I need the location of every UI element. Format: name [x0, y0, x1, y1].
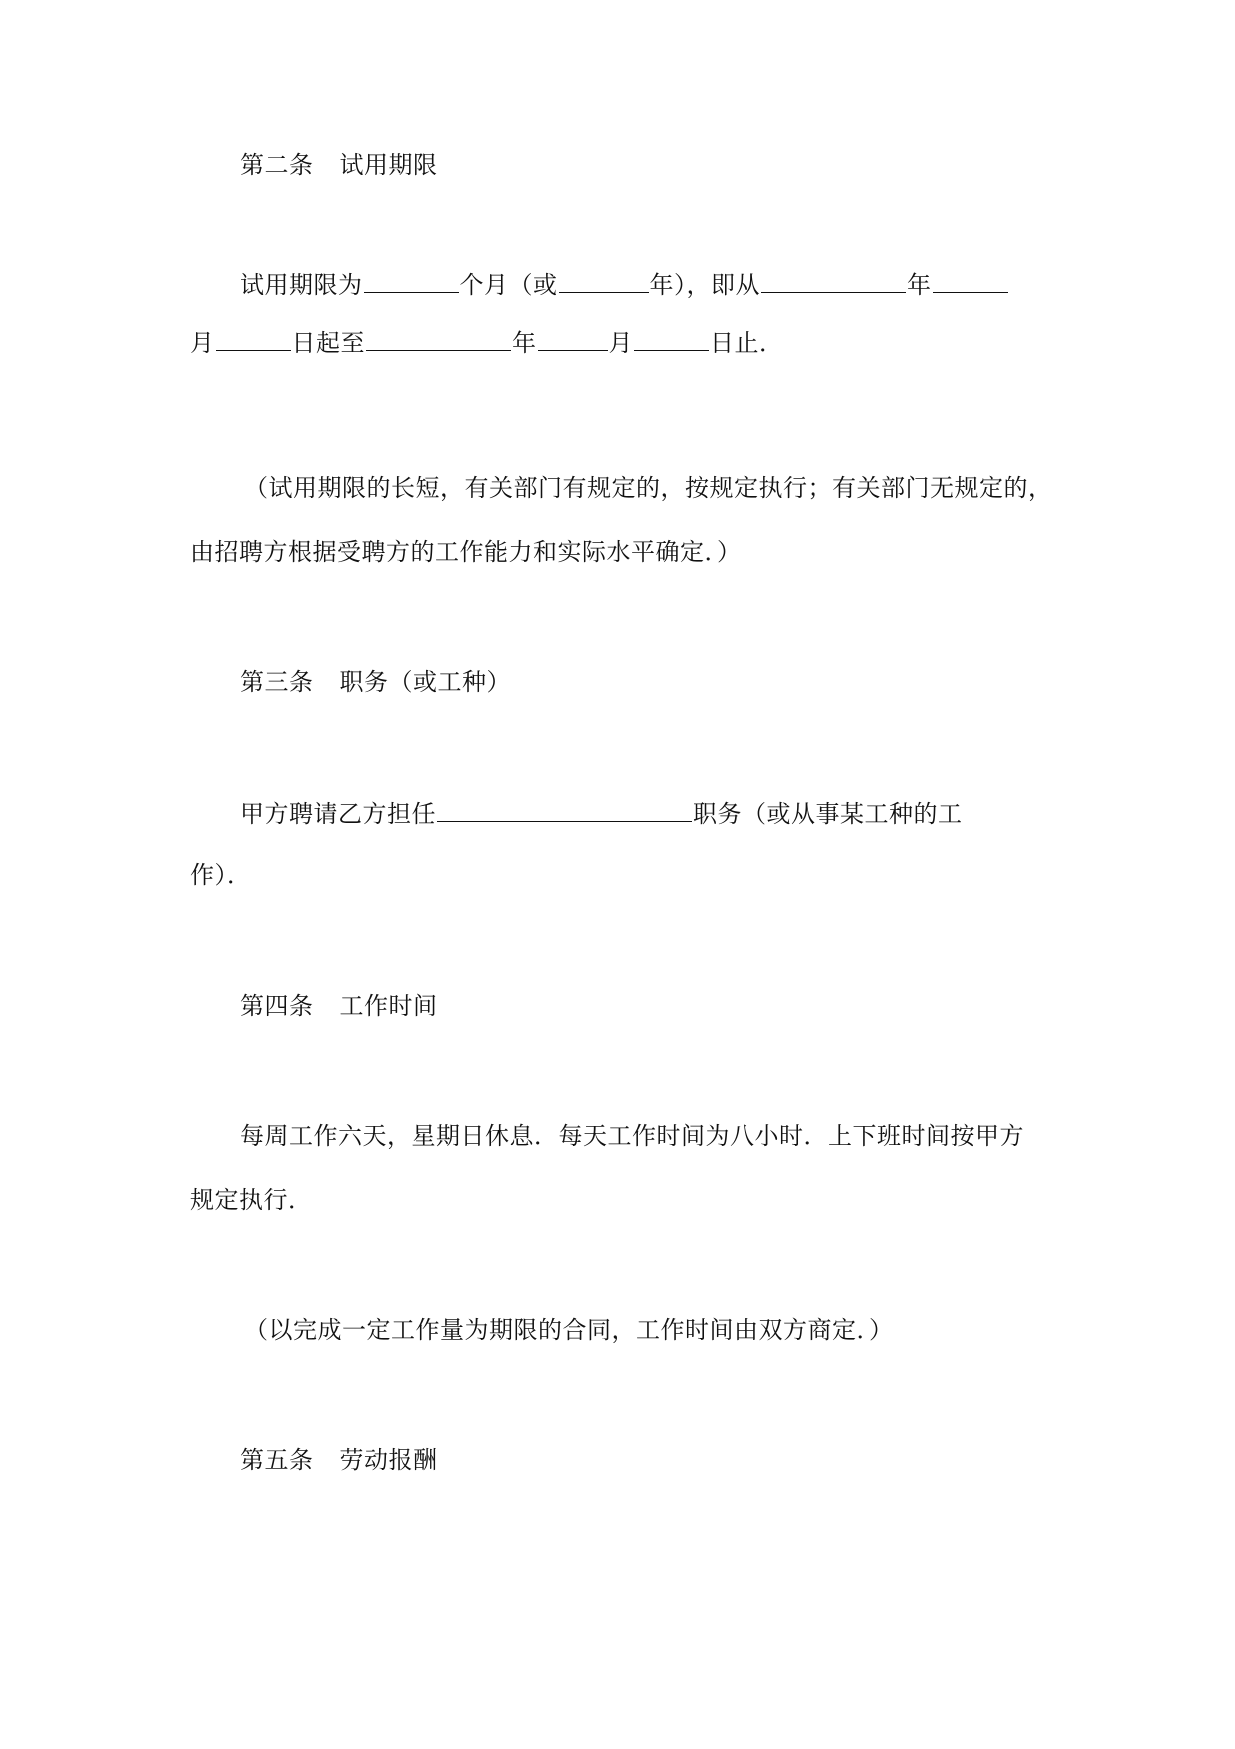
blank-field-end-day: [634, 324, 709, 351]
text-segment: 个月（或: [459, 271, 558, 299]
trial-note-line-1: （试用期限的长短，有关部门有规定的，按规定执行；有关部门无规定的，: [244, 474, 1053, 502]
article-number: 第五条: [240, 1446, 314, 1474]
text-segment: 职务（或从事某工种的工: [693, 800, 963, 828]
text-segment: 日止．: [710, 329, 784, 357]
trial-period-line-2: [190, 324, 784, 360]
hours-line-1: 每周工作六天，星期日休息．每天工作时间为八小时．上下班时间按甲方: [240, 1122, 1024, 1150]
blank-field-end-month: [538, 324, 608, 351]
article-3-heading: [240, 665, 511, 699]
article-number: 第四条: [240, 992, 314, 1020]
text-segment: 月: [608, 329, 633, 357]
blank-field-start-month: [933, 266, 1008, 293]
text-segment: 日起至: [291, 329, 365, 357]
blank-field-months: [364, 266, 459, 293]
text-segment: 试用期限为: [240, 271, 363, 299]
blank-field-start-day: [216, 324, 291, 351]
text-segment: 月: [190, 329, 215, 357]
article-title: 工作时间: [339, 992, 438, 1020]
trial-period-line-1: [240, 266, 1009, 302]
text-segment: 甲方聘请乙方担任: [240, 800, 436, 828]
article-title: 试用期限: [339, 151, 438, 179]
article-number: 第二条: [240, 151, 314, 179]
article-4-heading: [240, 989, 438, 1023]
article-5-heading: [240, 1443, 438, 1477]
blank-field-start-year: [761, 266, 906, 293]
trial-note-line-2: 由招聘方根据受聘方的工作能力和实际水平确定．）: [190, 538, 742, 566]
blank-field-end-year: [366, 324, 511, 351]
blank-field-position: [437, 795, 692, 822]
article-title: 职务（或工种）: [339, 668, 511, 696]
text-segment: 年），即从: [649, 271, 760, 299]
article-number: 第三条: [240, 668, 314, 696]
hours-note-line-1: （以完成一定工作量为期限的合同，工作时间由双方商定．）: [244, 1316, 894, 1344]
hours-line-2: 规定执行．: [190, 1186, 313, 1214]
position-line-2: 作）．: [190, 861, 252, 889]
text-segment: 年: [907, 271, 932, 299]
position-line-1: [240, 795, 963, 831]
article-title: 劳动报酬: [339, 1446, 438, 1474]
blank-field-years: [559, 266, 649, 293]
article-2-heading: [240, 148, 438, 182]
text-segment: 年: [512, 329, 537, 357]
